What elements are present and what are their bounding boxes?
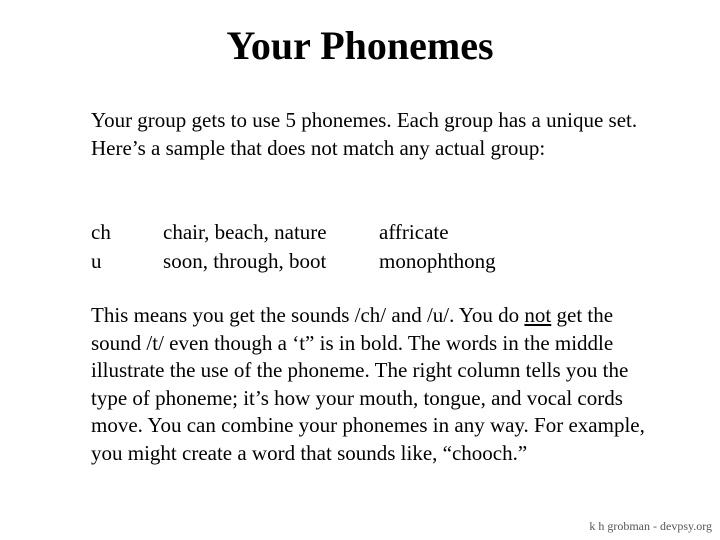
- intro-paragraph: Your group gets to use 5 phonemes. Each group has a unique set. Here’s a sample that does not match any actual group:: [91, 108, 638, 160]
- phoneme-examples: [163, 218, 327, 247]
- example-text-part: ,: [263, 220, 275, 244]
- example-text-part: na: [274, 220, 294, 244]
- example-bold-part: oo: [171, 249, 193, 273]
- example-text-part: t: [320, 249, 327, 273]
- example-bold-part: ch: [243, 220, 264, 244]
- example-text-part: b: [289, 249, 300, 273]
- page-title: Your Phonemes: [226, 23, 494, 68]
- example-text-part: n,: [192, 249, 214, 273]
- example-text-part: ure: [299, 220, 327, 244]
- example-bold-part: oo: [299, 249, 321, 273]
- phoneme-symbol: ch: [91, 220, 111, 244]
- example-bold-part: ch: [163, 220, 183, 244]
- example-text-part: air,: [182, 220, 215, 244]
- example-text-part: bea: [214, 220, 244, 244]
- phoneme-type: monophthong: [379, 249, 496, 273]
- phoneme-type: affricate: [379, 220, 449, 244]
- example-bold-part: t: [293, 220, 300, 244]
- footer-credit: k h grobman - devpsy.org: [589, 519, 712, 533]
- example-bold-part: ough: [236, 249, 279, 273]
- phoneme-symbol: u: [91, 249, 102, 273]
- example-text-part: thr: [213, 249, 237, 273]
- example-text-part: s: [163, 249, 172, 273]
- example-text-part: ,: [278, 249, 290, 273]
- explanation-text: get the sound /t/ even though a ‘t” is in bold. The words in the middle illustrate the use of the phoneme. The right column tells you the type of phoneme; it’s how your mouth, tongue, and vocal cords move. You can combine your phonemes in any way. For example, you might create a word that sounds like, “chooch.”: [91, 303, 645, 465]
- explanation-paragraph: [91, 302, 651, 467]
- phoneme-examples: [163, 247, 326, 276]
- underlined-word: not: [524, 303, 552, 327]
- explanation-text: This means you get the sounds /ch/ and /u/. You do: [91, 303, 525, 327]
